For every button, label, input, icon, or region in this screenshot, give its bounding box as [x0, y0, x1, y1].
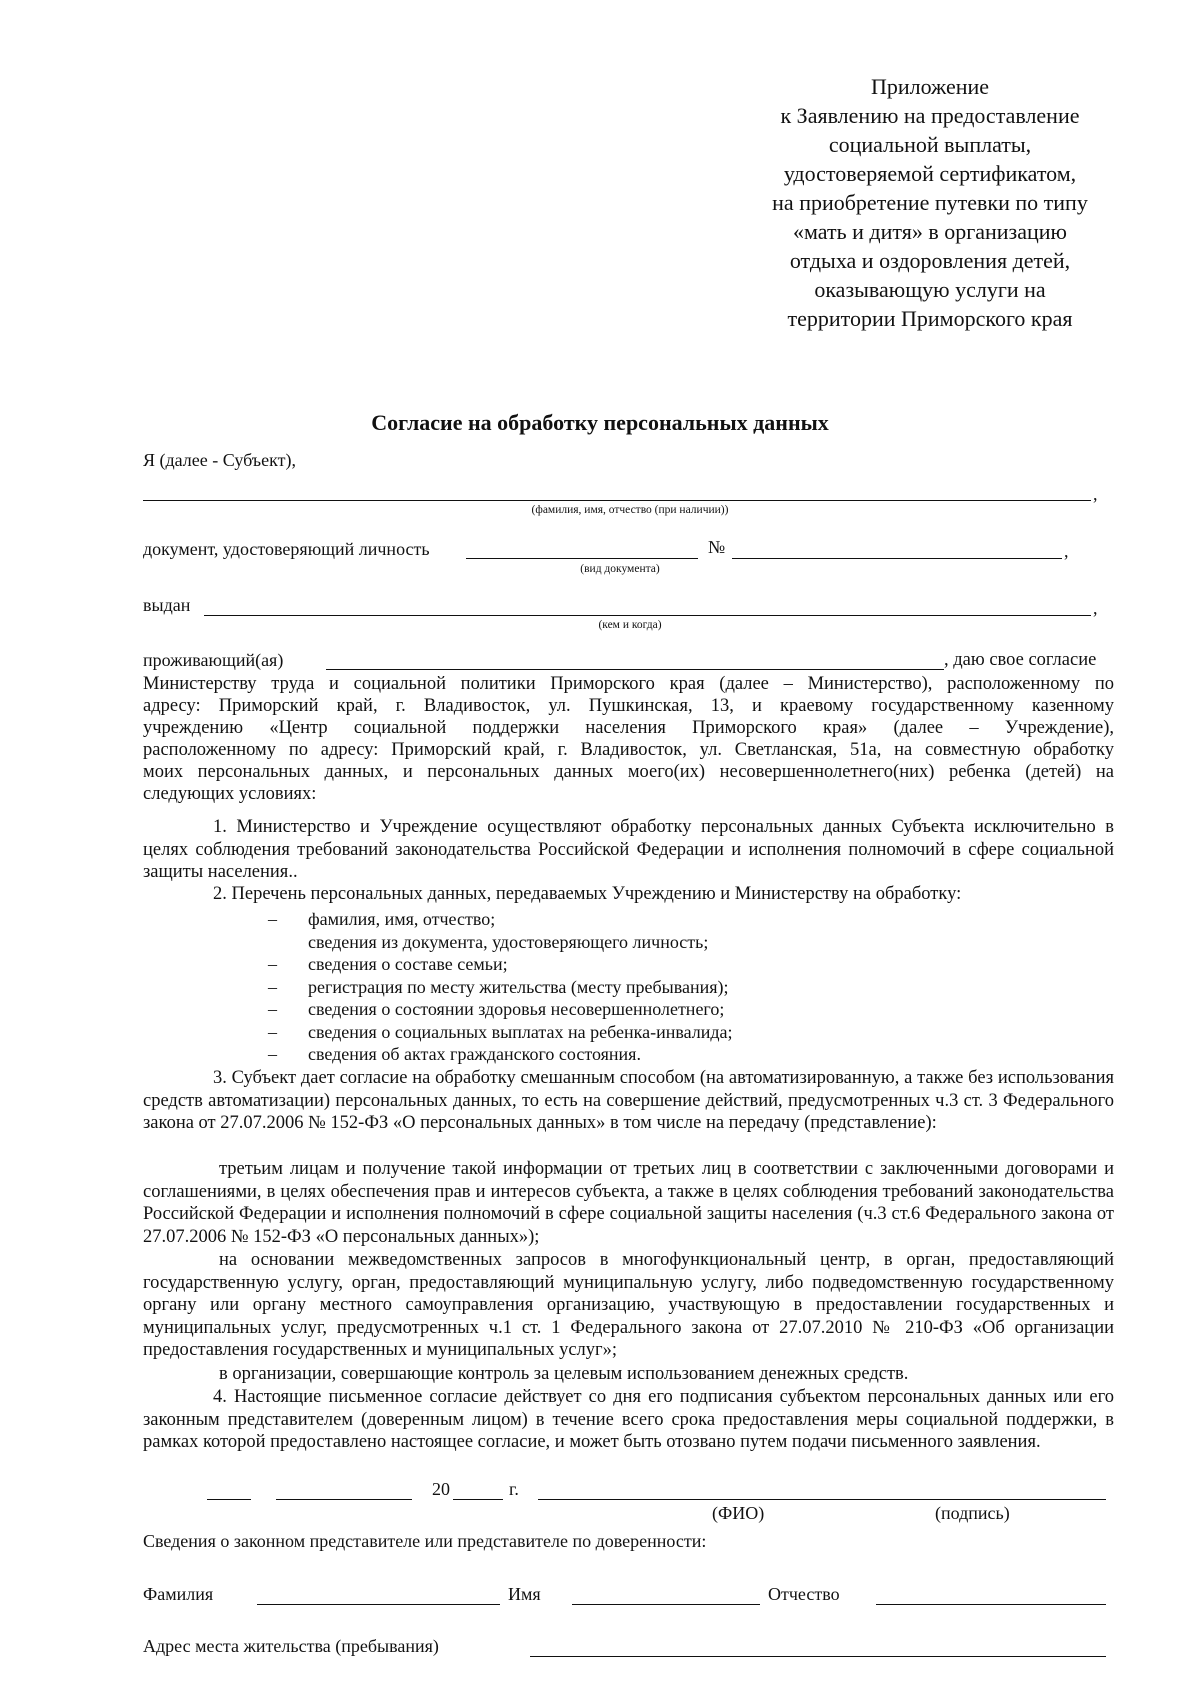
appendix-header: [730, 72, 1130, 333]
issued-label: выдан: [143, 595, 191, 615]
issued-field[interactable]: [204, 615, 1091, 616]
surname-label: Фамилия: [143, 1584, 214, 1604]
fio-comma: ,: [1093, 484, 1098, 504]
dash-mark: –: [268, 976, 277, 997]
surname-field[interactable]: [257, 1604, 500, 1605]
document-caption: (вид документа): [580, 563, 660, 575]
day-field[interactable]: [207, 1499, 251, 1500]
paragraph-3: 3. Субъект дает согласие на обработку смешанным способом (на автоматизированную, а также без использования средств автоматизации) персональных данных, то есть на совершение действий, предусмотренных ч.3 ст. 3 Федерального закона от 27.07.2006 № 152-ФЗ «О персональных данных» в том числе на передачу (представление):: [143, 1068, 1114, 1133]
paragraph-2: 2. Перечень персональных данных, передаваемых Учреждению и Министерству на обработку:: [213, 884, 962, 904]
paragraph-3c: в организации, совершающие контроль за целевым использованием денежных средств.: [219, 1364, 909, 1384]
list-item-text: сведения о социальных выплатах на ребенка-инвалида;: [308, 1021, 733, 1042]
fio-field[interactable]: [143, 500, 1091, 501]
list-item-text: сведения о состоянии здоровья несовершеннолетнего;: [308, 999, 725, 1019]
list-item: [268, 931, 733, 954]
list-item-text: фамилия, имя, отчество;: [308, 909, 496, 929]
name-label: Имя: [508, 1584, 541, 1604]
appendix-line: «мать и дитя» в организацию: [793, 219, 1067, 244]
appendix-line: социальной выплаты,: [828, 132, 1032, 157]
personal-data-list: [268, 908, 733, 1066]
list-item: [268, 953, 733, 976]
representative-header: Сведения о законном представителе или представителе по доверенности:: [143, 1531, 707, 1551]
year-field[interactable]: [453, 1499, 503, 1500]
list-item-text: сведения об актах гражданского состояния.: [308, 1044, 641, 1064]
fio-caption: (фамилия, имя, отчество (при наличии)): [531, 504, 729, 516]
dash-mark: –: [268, 1044, 277, 1064]
year-prefix: 20: [432, 1479, 450, 1499]
document-type-field[interactable]: [466, 558, 698, 559]
intro-line: адресу: Приморский край, г. Владивосток, ул. Пушкинская, 13, и краевому государственному казенному: [143, 696, 1114, 716]
fio-label: (ФИО): [712, 1503, 765, 1523]
list-item-text: регистрация по месту жительства (месту пребывания);: [308, 976, 729, 997]
document-title: Согласие на обработку персональных данных: [371, 410, 829, 435]
name-field[interactable]: [572, 1604, 760, 1605]
patronymic-field[interactable]: [876, 1604, 1106, 1605]
patronymic-label: Отчество: [768, 1584, 840, 1604]
list-item: [268, 1043, 733, 1066]
paragraph-3a: третьим лицам и получение такой информации от третьих лиц в соответствии с заключенными договорами и соглашениями, в целях обеспечения прав и интересов субъекта, а также в целях соблюдения требований законодательства Российской Федерации и исполнения полномочий в сфере социальной защиты населения (ч.3 ст.6 Федерального закона от 27.07.2006 № 152-ФЗ «О персональных данных»);: [143, 1159, 1114, 1247]
residence-field[interactable]: [326, 669, 944, 670]
appendix-line: оказывающую услуги на: [814, 277, 1046, 302]
intro-line: моих персональных данных, и персональных данных моего(их) несовершеннолетнего(них) ребенка (детей) на: [143, 762, 1114, 782]
intro-line: расположенному по адресу: Приморский край, г. Владивосток, ул. Светланская, 51а, на совместную обработку: [143, 740, 1114, 760]
document-comma: ,: [1064, 541, 1069, 561]
list-item-text: сведения из документа, удостоверяющего личность;: [308, 931, 709, 952]
issued-caption: (кем и когда): [598, 619, 662, 631]
year-suffix: г.: [509, 1479, 519, 1499]
appendix-line: территории Приморского края: [787, 306, 1073, 331]
appendix-line: отдыха и оздоровления детей,: [789, 248, 1071, 273]
list-item-text: сведения о составе семьи;: [308, 954, 508, 974]
list-item: [268, 998, 733, 1021]
list-item: [268, 976, 733, 999]
list-item: [268, 1021, 733, 1044]
appendix-line: удостоверяемой сертификатом,: [783, 161, 1077, 186]
residing-label: проживающий(ая): [143, 650, 284, 670]
number-sign: №: [708, 537, 726, 557]
intro-line: учреждению «Центр социальной поддержки населения Приморского края» (далее – Учреждение),: [143, 718, 1114, 738]
address-label: Адрес места жительства (пребывания): [143, 1636, 439, 1656]
signature-label: (подпись): [935, 1503, 1010, 1523]
intro-line: Министерству труда и социальной политики Приморского края (далее – Министерство), расположенному по: [143, 674, 1114, 694]
paragraph-4: 4. Настоящие письменное согласие действует со дня его подписания субъектом персональных данных или его законным представителем (доверенным лицом) в течение всего срока предоставления меры социальной поддержки, в рамках которой предоставлено настоящее согласие, и может быть отозвано путем подачи письменного заявления.: [143, 1387, 1114, 1452]
subject-label: Я (далее - Субъект),: [143, 450, 296, 470]
dash-mark: –: [268, 909, 277, 929]
issued-comma: ,: [1093, 598, 1098, 618]
dash-mark: –: [268, 1021, 277, 1042]
paragraph-3b: на основании межведомственных запросов в многофункциональный центр, в орган, предоставляющий государственную услугу, орган, предоставляющий муниципальную услугу, либо подведомственную государственному органу или органу местного самоуправления организацию, участвующую в предоставлении государственных и муниципальных услуг, предусмотренных ч.1 ст. 1 Федерального закона от 27.07.2010 № 210-ФЗ «Об организации предоставления государственных и муниципальных услуг»;: [143, 1250, 1114, 1360]
document-label: документ, удостоверяющий личность: [143, 539, 430, 559]
paragraph-1: 1. Министерство и Учреждение осуществляют обработку персональных данных Субъекта исключительно в целях соблюдения требований законодательства Российской Федерации и исполнения полномочий в сфере социальной защиты населения..: [143, 817, 1114, 882]
appendix-line: на приобретение путевки по типу: [772, 190, 1088, 215]
appendix-line: к Заявлению на предоставление: [780, 103, 1080, 128]
address-field[interactable]: [530, 1656, 1106, 1657]
dash-mark: –: [268, 999, 277, 1019]
dash-mark: –: [268, 954, 277, 974]
fio-signature-field[interactable]: [538, 1499, 1106, 1500]
intro-line: следующих условиях:: [143, 784, 317, 804]
appendix-line: Приложение: [870, 74, 990, 99]
consent-suffix: , даю свое согласие: [944, 650, 1097, 670]
month-field[interactable]: [276, 1499, 412, 1500]
list-item: [268, 908, 733, 931]
document-number-field[interactable]: [732, 558, 1062, 559]
